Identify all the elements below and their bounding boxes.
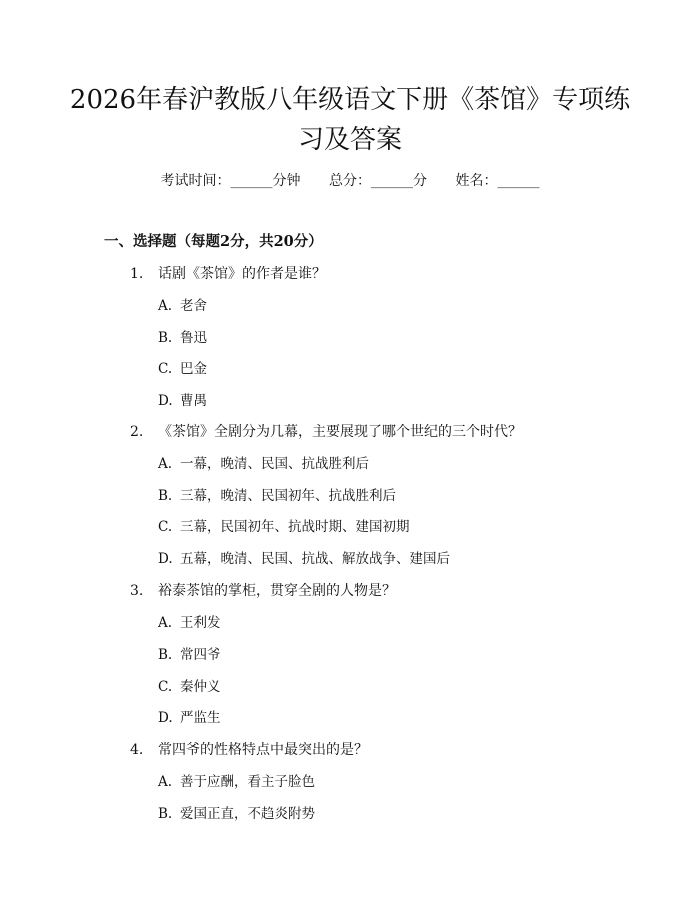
question-text: 裕泰茶馆的掌柜，贯穿全剧的人物是？	[158, 583, 396, 599]
question-1-option-c	[158, 357, 207, 377]
option-text: 严监生	[180, 710, 221, 726]
question-3	[130, 580, 396, 600]
exam-info-line	[0, 170, 700, 190]
option-label: B.	[158, 488, 173, 504]
option-text: 老舍	[180, 298, 207, 314]
option-label: C.	[158, 361, 173, 377]
question-1-option-d	[158, 389, 207, 409]
exam-time-field: 考试时间：______分钟	[160, 173, 301, 189]
question-1	[130, 263, 326, 283]
question-3-option-b	[158, 643, 221, 663]
document-title: 2026年春沪教版八年级语文下册《茶馆》专项练习及答案	[69, 85, 631, 155]
option-text: 爱国正直，不趋炎附势	[180, 806, 315, 822]
option-text: 巴金	[180, 361, 207, 377]
option-label: B.	[158, 647, 173, 663]
option-label: D.	[158, 710, 173, 726]
option-label: A.	[158, 774, 173, 790]
option-text: 王利发	[180, 615, 221, 631]
option-text: 一幕，晚清、民国、抗战胜利后	[180, 456, 369, 472]
question-3-option-c	[158, 675, 221, 695]
question-2-option-c	[158, 515, 410, 535]
option-text: 三幕，民国初年、抗战时期、建国初期	[180, 519, 410, 535]
option-label: C.	[158, 519, 173, 535]
option-label: A.	[158, 298, 173, 314]
option-text: 三幕，晚清、民国初年、抗战胜利后	[180, 488, 396, 504]
option-text: 五幕，晚清、民国、抗战、解放战争、建国后	[180, 551, 450, 567]
question-2-option-a	[158, 452, 369, 472]
question-2-option-d	[158, 547, 450, 567]
student-name-field: 姓名：______	[455, 173, 540, 189]
option-label: A.	[158, 456, 173, 472]
option-text: 秦仲义	[180, 679, 221, 695]
option-label: D.	[158, 393, 173, 409]
total-score-field: 总分：______分	[329, 173, 427, 189]
section-heading-choice: 一、选择题（每题2分，共20分）	[104, 233, 323, 250]
question-3-option-a	[158, 611, 221, 631]
question-number: 1.	[130, 266, 144, 282]
option-label: C.	[158, 679, 173, 695]
question-text: 《茶馆》全剧分为几幕，主要展现了哪个世纪的三个时代？	[158, 424, 522, 440]
question-text: 话剧《茶馆》的作者是谁？	[158, 266, 326, 282]
question-2-option-b	[158, 484, 396, 504]
option-text: 曹禺	[180, 393, 207, 409]
question-3-option-d	[158, 706, 221, 726]
option-label: B.	[158, 806, 173, 822]
question-4	[130, 739, 368, 759]
question-2	[130, 421, 522, 441]
question-4-option-a	[158, 770, 315, 790]
question-number: 3.	[130, 583, 144, 599]
question-4-option-b	[158, 802, 315, 822]
option-text: 常四爷	[180, 647, 221, 663]
question-number: 2.	[130, 424, 144, 440]
question-text: 常四爷的性格特点中最突出的是？	[158, 742, 368, 758]
option-text: 鲁迅	[180, 330, 207, 346]
option-text: 善于应酬，看主子脸色	[180, 774, 315, 790]
question-number: 4.	[130, 742, 144, 758]
option-label: D.	[158, 551, 173, 567]
option-label: B.	[158, 330, 173, 346]
option-label: A.	[158, 615, 173, 631]
question-1-option-a	[158, 294, 207, 314]
question-1-option-b	[158, 326, 207, 346]
